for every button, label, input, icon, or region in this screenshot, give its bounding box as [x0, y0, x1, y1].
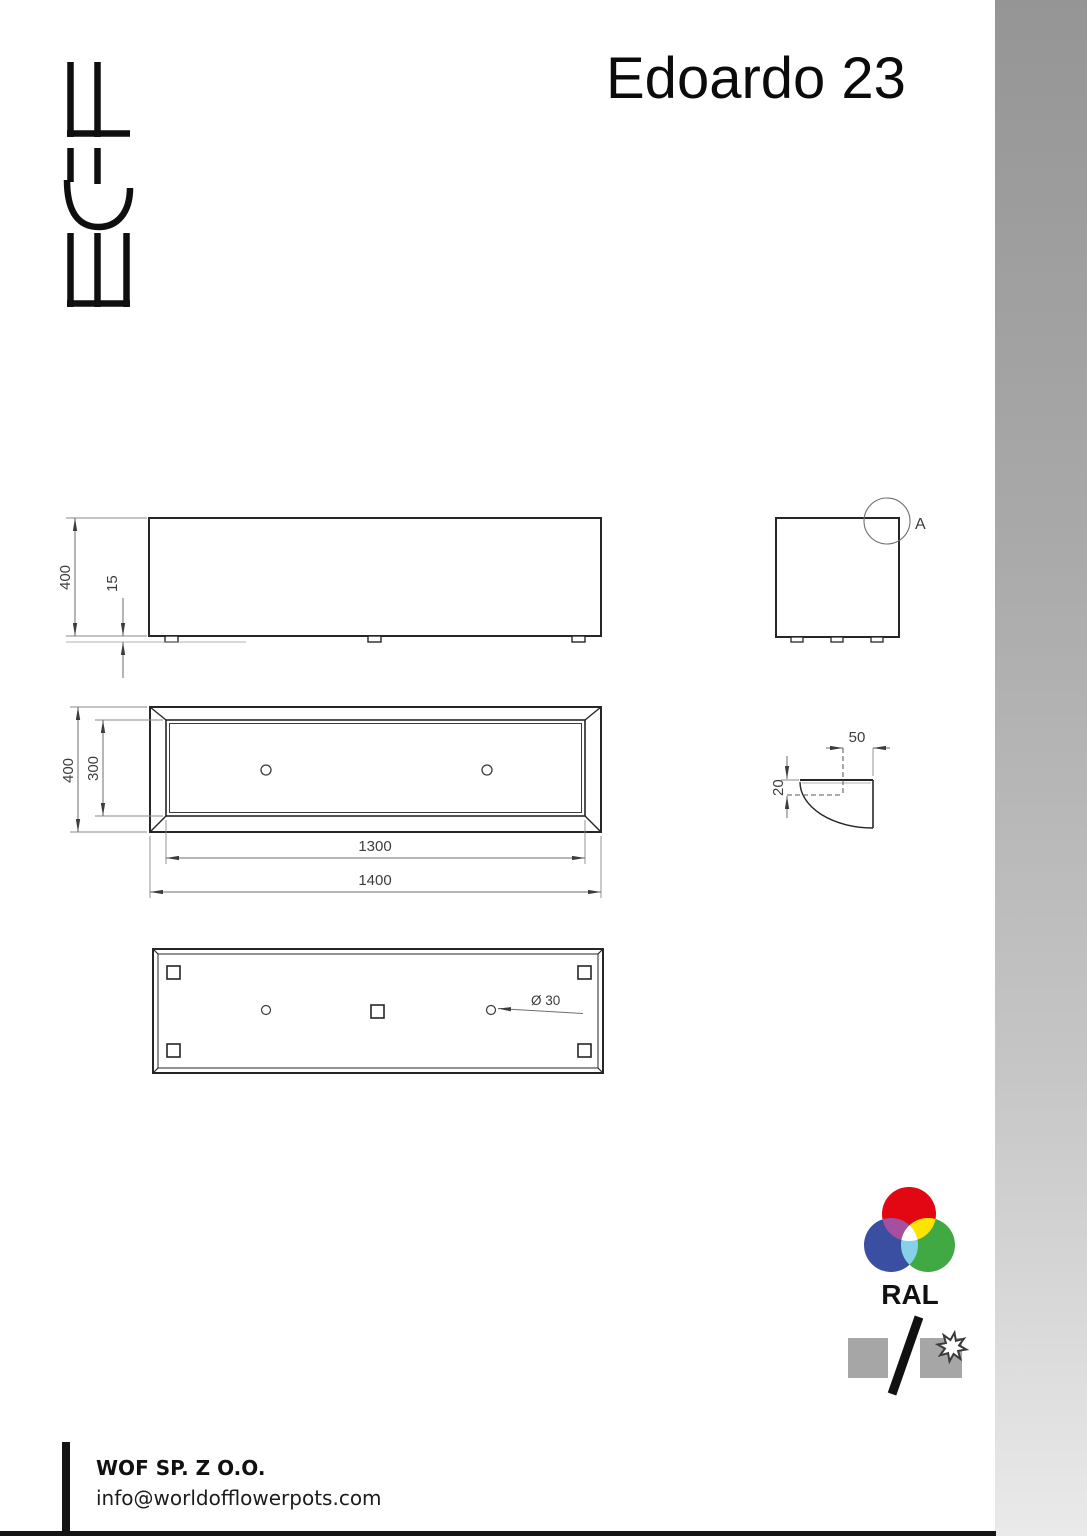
dim-top-length: 1400 [358, 872, 392, 889]
top-view-drawing [60, 707, 601, 898]
foot-pad-center [371, 1005, 384, 1018]
brand-letter-e [67, 233, 130, 307]
footer-email[interactable]: info@worldofflowerpots.com [96, 1486, 382, 1510]
drain-hole [487, 1006, 496, 1015]
foot-pad [578, 966, 591, 979]
foot-pad [578, 1044, 591, 1057]
page-bottom-border [0, 1531, 996, 1536]
drain-hole [482, 765, 492, 775]
drain-hole [262, 1006, 271, 1015]
side-view-drawing [776, 498, 926, 642]
finish-options [848, 1317, 966, 1394]
dim-rim-width: 50 [848, 729, 866, 746]
ral-logo [864, 1187, 955, 1272]
brand-letter-c [67, 148, 130, 227]
ral-label: RAL [881, 1279, 939, 1310]
slash-divider [892, 1317, 919, 1394]
dim-front-foot: 15 [104, 575, 121, 592]
page-title: Edoardo 23 [606, 46, 906, 111]
dim-top-inner-height: 300 [85, 755, 102, 781]
foot-pad [167, 966, 180, 979]
dim-top-height: 400 [60, 757, 77, 783]
dim-rim-depth: 20 [770, 779, 787, 796]
dim-front-height: 400 [57, 564, 74, 590]
footer-accent-bar [62, 1442, 70, 1536]
dim-hole-diameter: Ø 30 [531, 993, 561, 1008]
dim-top-inner-length: 1300 [358, 838, 392, 855]
brand-letter-f [67, 62, 130, 137]
drain-hole [261, 765, 271, 775]
bottom-view-drawing [153, 949, 603, 1073]
footer-company: WOF SP. Z O.O. [96, 1456, 266, 1480]
detail-a-callout-label: A [915, 516, 926, 533]
front-foot-right [572, 636, 585, 642]
front-view-drawing [57, 518, 601, 678]
matte-swatch [848, 1338, 888, 1378]
detail-a-drawing [770, 729, 890, 828]
foot-pad [167, 1044, 180, 1057]
brand-logo [67, 62, 130, 307]
front-foot-center [368, 636, 381, 642]
front-foot-left [165, 636, 178, 642]
